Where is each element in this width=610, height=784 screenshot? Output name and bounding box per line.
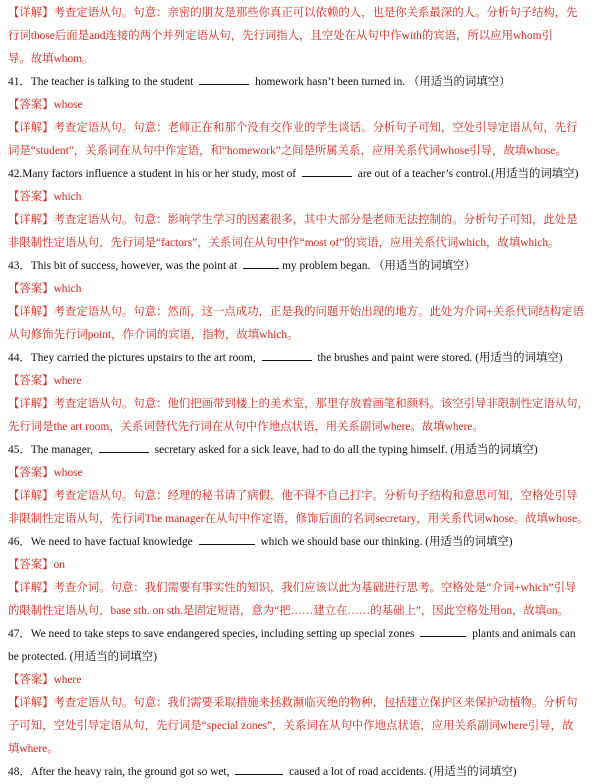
question-line	[8, 623, 604, 646]
question-text-after: my problem began. （用适当的词填空）	[282, 260, 476, 272]
question-text-before: 45．The manager,	[8, 444, 96, 456]
question-line	[8, 163, 604, 186]
explanation-line: 先行词是the art room，关系词替代先行词在从句中作地点状语，用关系副词where。故填where。	[8, 421, 484, 433]
explanation-line: 【详解】考查定语从句。句意：然而，这一点成功，正是我的问题开始出现的地方。此处为介词+关系代词结构定语	[8, 306, 584, 318]
explanation-line: 【答案】whose	[8, 467, 83, 479]
explanation-line: 【详解】考查定语从句。句意：老师正在和那个没有交作业的学生谈话。分析句子可知，空处引导定语从句，先行	[8, 122, 578, 134]
explanation-line: 词是“student”，关系词在从句中作定语，和“homework”之间是所属关系，应用关系代词whose引导，故填whose。	[8, 145, 567, 157]
question-line	[8, 347, 604, 370]
question-text-before: 44．They carried the pictures upstairs to the art room,	[8, 352, 259, 364]
question-text-before: 41．The teacher is talking to the student	[8, 76, 197, 88]
question-text-before: 42.Many factors influence a student in his or her study, most of	[8, 168, 299, 180]
question-line	[8, 531, 604, 554]
explanation-line: 【答案】which	[8, 283, 82, 295]
explanation-line: 【答案】whose	[8, 99, 83, 111]
answer-blank	[420, 624, 466, 637]
explanation-line: 【详解】考查定语从句。句意：影响学生学习的因素很多，其中大部分是老师无法控制的。分析句子可知，此处是	[8, 214, 578, 226]
explanation-line: 导。故填whom。	[8, 53, 94, 65]
question-text-after: plants and animals can	[469, 628, 576, 640]
question-line	[8, 439, 604, 462]
explanation-line: 非限制性定语从句，先行词是“factors”，关系词在从句中作“most of”的宾语，应用关系代词which，故填which。	[8, 237, 560, 249]
explanation-line: 【答案】on	[8, 559, 65, 571]
question-text-before: 47．We need to take steps to save endangered species, including setting up special zones	[8, 628, 418, 640]
question-text-after: the brushes and paint were stored. (用适当的词填空)	[314, 352, 563, 364]
answer-blank	[199, 72, 249, 85]
explanation-line: 【答案】where	[8, 674, 82, 686]
answer-blank	[199, 532, 255, 545]
explanation-line: 从句修饰先行词point，作介词的宾语，指物，故填which。	[8, 329, 299, 341]
question-text-before: 46．We need to have factual knowledge	[8, 536, 196, 548]
question-text-after: homework hasn’t been turned in. （用适当的词填空）	[252, 76, 511, 88]
explanation-line: 行词those后面是and连接的两个并列定语从句，先行词指人，且空处在从句中作with的宾语，所以应用whom引	[8, 30, 553, 42]
explanation-line: 的限制性定语从句，base sth. on sth.是固定短语，意为“把……建立在……的基础上”，因此空格处用on，故填on。	[8, 605, 569, 617]
answer-blank	[302, 164, 352, 177]
question-line	[8, 255, 604, 278]
explanation-line: 【答案】which	[8, 191, 82, 203]
explanation-line: 填where。	[8, 743, 59, 755]
explanation-line: 【详解】考查定语从句。句意：亲密的朋友是那些你真正可以依赖的人，也是你关系最深的人。分析句子结构，先	[8, 7, 578, 19]
explanation-line: 【详解】考查定语从句。句意：经理的秘书请了病假，他不得不自己打字。分析句子结构和意思可知，空格处引导	[8, 490, 578, 502]
question-text-before: 48．After the heavy rain, the ground got so wet,	[8, 766, 233, 778]
explanation-line: 【详解】考查定语从句。句意：我们需要采取措施来拯救濒临灭绝的物种，包括建立保护区来保护动植物。分析句	[8, 697, 578, 709]
explanation-line: 【详解】考查介词。句意：我们需要有事实性的知识，我们应该以此为基础进行思考。空格处是“介词+which”引导	[8, 582, 577, 594]
question-text-before: 43．This bit of success, however, was the point at	[8, 260, 241, 272]
question-line	[8, 761, 604, 784]
question-text-after: caused a lot of road accidents. (用适当的词填空)	[286, 766, 517, 778]
question-text-after: secretary asked for a sick leave, had to do all the typing himself. (用适当的词填空)	[151, 444, 538, 456]
question-line: be protected. (用适当的词填空)	[8, 651, 157, 663]
question-line	[8, 71, 604, 94]
answer-blank	[235, 762, 283, 775]
answer-blank	[99, 440, 149, 453]
question-text-after: are out of a teacher’s control.(用适当的词填空)	[354, 168, 579, 180]
question-text-after: which we should base our thinking. (用适当的词填空)	[257, 536, 513, 548]
explanation-line: 【详解】考查定语从句。句意：他们把画带到楼上的美术室，那里存放着画笔和颜料。该空引导非限制性定语从句，	[8, 398, 589, 410]
explanation-line: 子可知，空处引导定语从句，先行词是“special zones”，关系词在从句中作地点状语，应用关系副词where引导，故	[8, 720, 574, 732]
answer-blank	[243, 256, 279, 269]
explanation-line: 非限制性定语从句，先行词The manager在从句中作定语，修饰后面的名词secretary，用关系代词whose。故填whose。	[8, 513, 589, 525]
answer-blank	[262, 348, 312, 361]
explanation-line: 【答案】where	[8, 375, 82, 387]
